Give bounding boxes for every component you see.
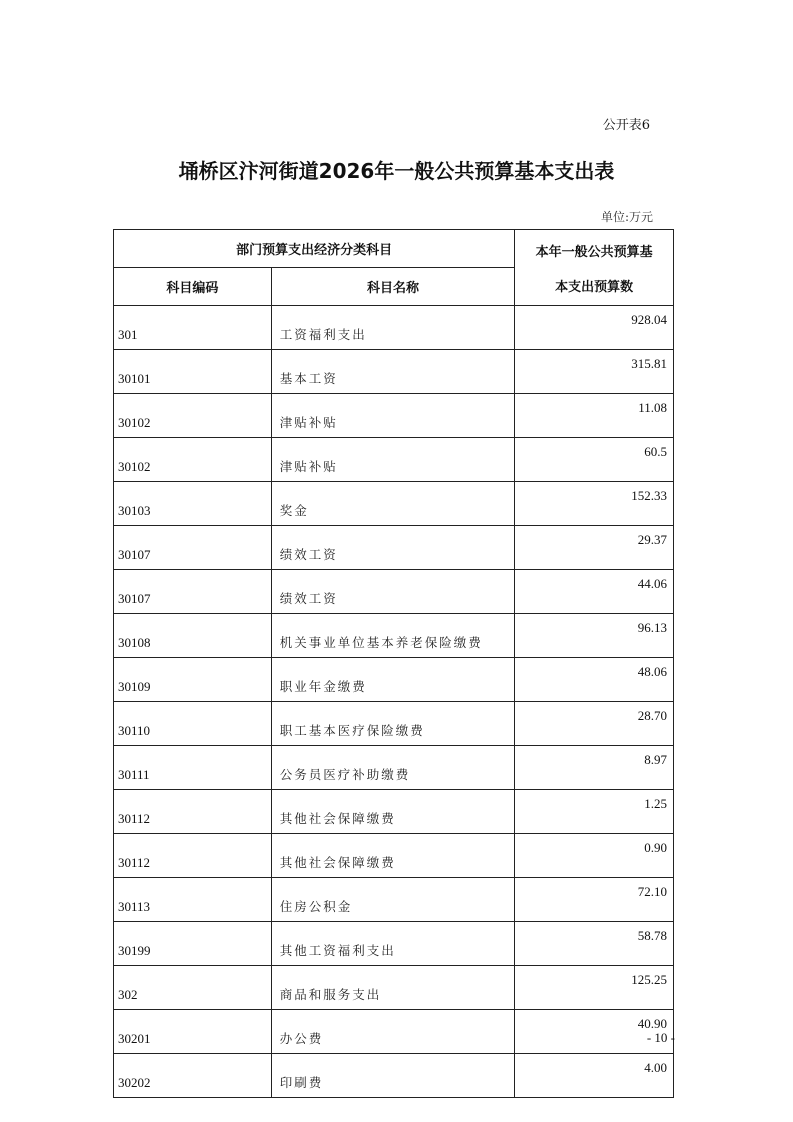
row-code: 30112 bbox=[114, 834, 272, 878]
row-value: 152.33 bbox=[515, 482, 674, 526]
row-name: 基本工资 bbox=[271, 350, 515, 394]
table-row bbox=[114, 922, 674, 966]
row-name: 津贴补贴 bbox=[271, 394, 515, 438]
row-name: 其他工资福利支出 bbox=[271, 922, 515, 966]
table-row bbox=[114, 394, 674, 438]
row-name: 绩效工资 bbox=[271, 570, 515, 614]
row-code: 30107 bbox=[114, 570, 272, 614]
page-number: - 10 - bbox=[646, 1030, 675, 1045]
row-code: 30111 bbox=[114, 746, 272, 790]
header-amount bbox=[515, 230, 674, 306]
row-code: 30112 bbox=[114, 790, 272, 834]
row-name: 住房公积金 bbox=[271, 878, 515, 922]
table-row bbox=[114, 746, 674, 790]
document-title: 埇桥区汴河街道2026年一般公共预算基本支出表 bbox=[178, 159, 615, 183]
unit-label: 单位:万元 bbox=[600, 210, 653, 224]
header-row bbox=[114, 230, 674, 268]
row-value: 44.06 bbox=[515, 570, 674, 614]
row-name: 职业年金缴费 bbox=[271, 658, 515, 702]
row-name: 绩效工资 bbox=[271, 526, 515, 570]
row-value: 4.00 bbox=[515, 1054, 674, 1098]
table-row bbox=[114, 1010, 674, 1054]
row-code: 30199 bbox=[114, 922, 272, 966]
row-value: 58.78 bbox=[515, 922, 674, 966]
header-amount-line2: 本支出预算数 bbox=[555, 279, 634, 295]
row-code: 30101 bbox=[114, 350, 272, 394]
table-row bbox=[114, 526, 674, 570]
row-code: 30102 bbox=[114, 394, 272, 438]
row-value: 72.10 bbox=[515, 878, 674, 922]
row-value: 315.81 bbox=[515, 350, 674, 394]
row-name: 职工基本医疗保险缴费 bbox=[271, 702, 515, 746]
table-row bbox=[114, 790, 674, 834]
row-value: 8.97 bbox=[515, 746, 674, 790]
row-code: 30113 bbox=[114, 878, 272, 922]
row-value: 11.08 bbox=[515, 394, 674, 438]
row-name: 工资福利支出 bbox=[271, 306, 515, 350]
table-row bbox=[114, 878, 674, 922]
row-name: 公务员医疗补助缴费 bbox=[271, 746, 515, 790]
row-code: 30110 bbox=[114, 702, 272, 746]
row-code: 30109 bbox=[114, 658, 272, 702]
row-name: 其他社会保障缴费 bbox=[271, 834, 515, 878]
row-value: 60.5 bbox=[515, 438, 674, 482]
row-name: 印刷费 bbox=[271, 1054, 515, 1098]
table-row bbox=[114, 702, 674, 746]
row-code: 30103 bbox=[114, 482, 272, 526]
row-name: 奖金 bbox=[271, 482, 515, 526]
table-row bbox=[114, 966, 674, 1010]
row-code: 30107 bbox=[114, 526, 272, 570]
row-code: 302 bbox=[114, 966, 272, 1010]
header-code: 科目编码 bbox=[114, 268, 272, 306]
table-row bbox=[114, 614, 674, 658]
row-name: 其他社会保障缴费 bbox=[271, 790, 515, 834]
table-row bbox=[114, 1054, 674, 1098]
row-name: 机关事业单位基本养老保险缴费 bbox=[271, 614, 515, 658]
table-tag: 公开表6 bbox=[602, 118, 650, 133]
table-row bbox=[114, 570, 674, 614]
table-row bbox=[114, 482, 674, 526]
row-name: 商品和服务支出 bbox=[271, 966, 515, 1010]
header-group: 部门预算支出经济分类科目 bbox=[114, 230, 515, 268]
row-name: 津贴补贴 bbox=[271, 438, 515, 482]
header-name: 科目名称 bbox=[271, 268, 515, 306]
table-row bbox=[114, 834, 674, 878]
row-code: 30201 bbox=[114, 1010, 272, 1054]
header-amount-line1: 本年一般公共预算基 bbox=[535, 244, 653, 260]
row-value: 96.13 bbox=[515, 614, 674, 658]
row-code: 301 bbox=[114, 306, 272, 350]
row-code: 30202 bbox=[114, 1054, 272, 1098]
row-value: 48.06 bbox=[515, 658, 674, 702]
table-row bbox=[114, 658, 674, 702]
row-value: 0.90 bbox=[515, 834, 674, 878]
row-value: 28.70 bbox=[515, 702, 674, 746]
row-code: 30108 bbox=[114, 614, 272, 658]
row-name: 办公费 bbox=[271, 1010, 515, 1054]
table-row bbox=[114, 438, 674, 482]
row-value: 1.25 bbox=[515, 790, 674, 834]
table-row bbox=[114, 306, 674, 350]
row-value: 40.90 bbox=[515, 1010, 674, 1054]
row-code: 30102 bbox=[114, 438, 272, 482]
row-value: 928.04 bbox=[515, 306, 674, 350]
row-value: 29.37 bbox=[515, 526, 674, 570]
budget-table bbox=[113, 229, 674, 1098]
row-value: 125.25 bbox=[515, 966, 674, 1010]
table-row bbox=[114, 350, 674, 394]
